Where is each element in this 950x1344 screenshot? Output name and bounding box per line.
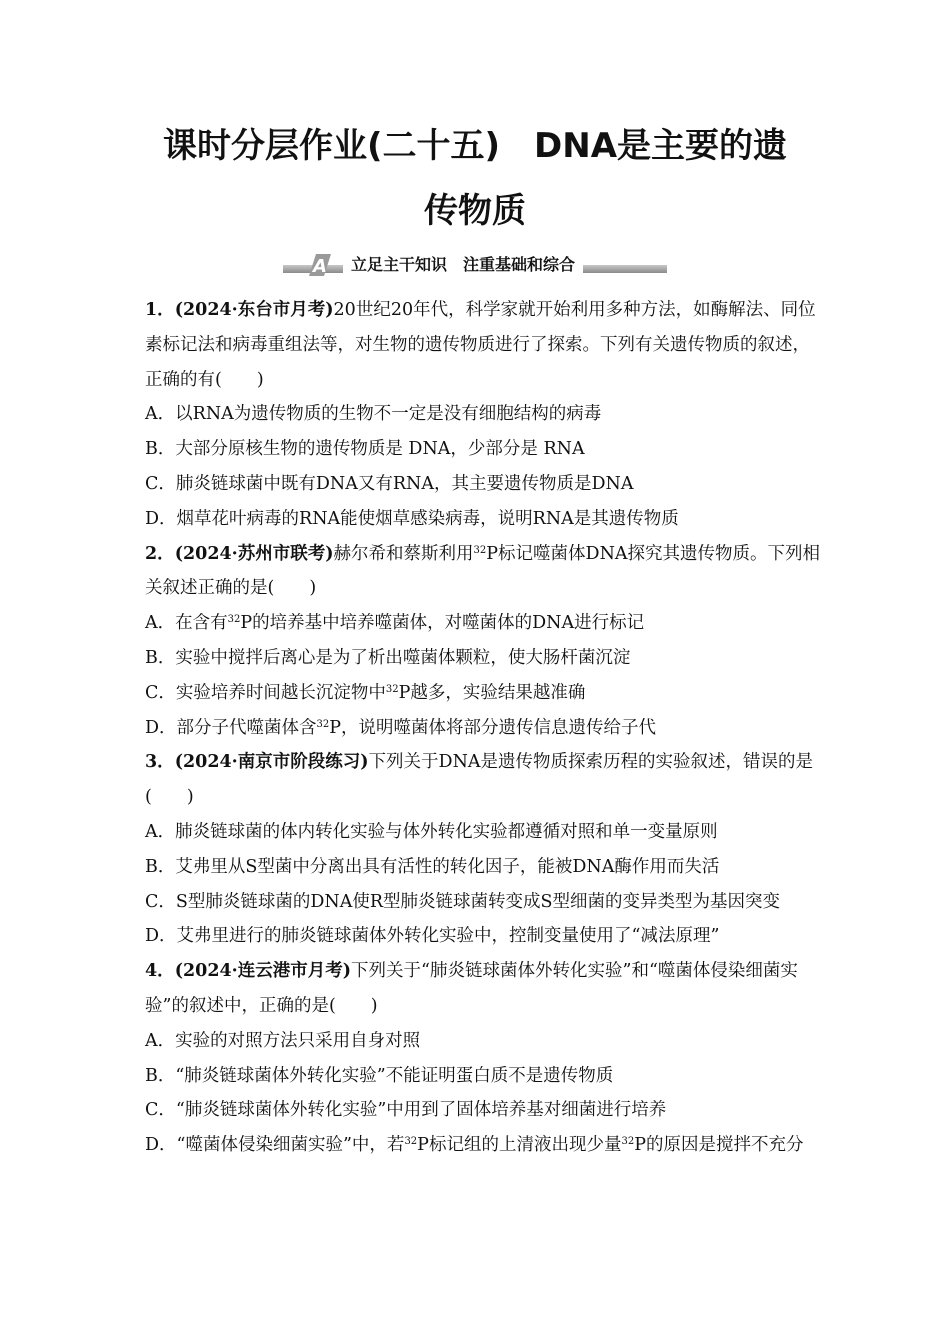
question-text: 下列关于“肺炎链球菌体外转化实验”和“噬菌体侵染细菌实验”的叙述中，正确的是( ) [145, 961, 798, 1016]
question-4-option-d: D．“噬菌体侵染细菌实验”中，若$^{32}$P标记组的上清液出现少量$^{32}$P的原因是搅拌不充分 [145, 1135, 804, 1156]
question-source: (2024·东台市月考) [174, 300, 334, 320]
section-banner [283, 252, 667, 278]
banner-letter: A [313, 256, 327, 277]
question-source: (2024·连云港市月考) [174, 961, 352, 982]
question-3-option-d: D．艾弗里进行的肺炎链球菌体外转化实验中，控制变量使用了“减法原理” [145, 926, 720, 947]
question-3-option-b: B．艾弗里从S型菌中分离出具有活性的转化因子，能被DNA酶作用而失活 [145, 856, 720, 877]
question-1-option-c: C．肺炎链球菌中既有DNA又有RNA，其主要遗传物质是DNA [145, 473, 634, 494]
question-3-stem [145, 745, 825, 815]
isotope-superscript: 32 [385, 683, 399, 695]
question-number: 3． [145, 752, 175, 773]
isotope-superscript: 32 [621, 1136, 635, 1148]
question-2-option-d: D．部分子代噬菌体含$^{32}$P，说明噬菌体将部分遗传信息遗传给子代 [145, 717, 657, 738]
question-1-stem [145, 293, 825, 397]
question-number: 4． [145, 961, 175, 982]
question-2-stem: 2．(2024·苏州市联考)赫尔希和蔡斯利用$^{32}$P标记噬菌体DNA探究其遗传物质。下列相关叙述正确的是( ) [145, 543, 821, 599]
question-list [145, 293, 825, 1163]
question-source: (2024·南京市阶段练习) [174, 752, 369, 773]
question-number: 1． [145, 300, 175, 320]
question-text: 20世纪20年代，科学家就开始利用多种方法，如酶解法、同位素标记法和病毒重组法等，对生物的遗传物质进行了探索。下列有关遗传物质的叙述，正确的有( ) [145, 300, 816, 390]
isotope-superscript: 32 [316, 718, 330, 730]
question-3-option-a: A．肺炎链球菌的体内转化实验与体外转化实验都遵循对照和单一变量原则 [145, 821, 718, 842]
question-1-option-b: B．大部分原核生物的遗传物质是 DNA，少部分是 RNA [145, 439, 585, 460]
question-2-option-b: B．实验中搅拌后离心是为了析出噬菌体颗粒，使大肠杆菌沉淀 [145, 647, 631, 668]
page-title-line1: 课时分层作业(二十五) DNA是主要的遗 [162, 126, 788, 166]
question-4-stem [145, 954, 825, 1024]
question-1-option-d: D．烟草花叶病毒的RNA能使烟草感染病毒，说明RNA是其遗传物质 [145, 508, 679, 529]
isotope-superscript: 32 [473, 544, 487, 556]
question-2-option-a: A．在含有$^{32}$P的培养基中培养噬菌体，对噬菌体的DNA进行标记 [145, 613, 645, 634]
page-title-line2: 传物质 [424, 191, 526, 231]
question-number: 2． [145, 543, 175, 564]
question-4-option-b: B．“肺炎链球菌体外转化实验”不能证明蛋白质不是遗传物质 [145, 1065, 614, 1086]
question-4-option-c: C．“肺炎链球菌体外转化实验”中用到了固体培养基对细菌进行培养 [145, 1100, 667, 1121]
question-4-option-a: A．实验的对照方法只采用自身对照 [145, 1030, 421, 1051]
question-3-option-c: C．S型肺炎链球菌的DNA使R型肺炎链球菌转变成S型细菌的变异类型为基因突变 [145, 891, 781, 912]
question-source: (2024·苏州市联考) [174, 543, 334, 564]
question-text: 下列关于DNA是遗传物质探索历程的实验叙述，错误的是( ) [145, 752, 814, 808]
isotope-superscript: 32 [404, 1136, 418, 1148]
isotope-superscript: 32 [227, 614, 241, 626]
question-1-option-a: A．以RNA为遗传物质的生物不一定是没有细胞结构的病毒 [145, 404, 602, 425]
banner-text: 立足主干知识 注重基础和综合 [343, 254, 583, 276]
letter-a-badge-icon [307, 252, 333, 278]
question-2-option-c: C．实验培养时间越长沉淀物中$^{32}$P越多，实验结果越准确 [145, 682, 586, 703]
